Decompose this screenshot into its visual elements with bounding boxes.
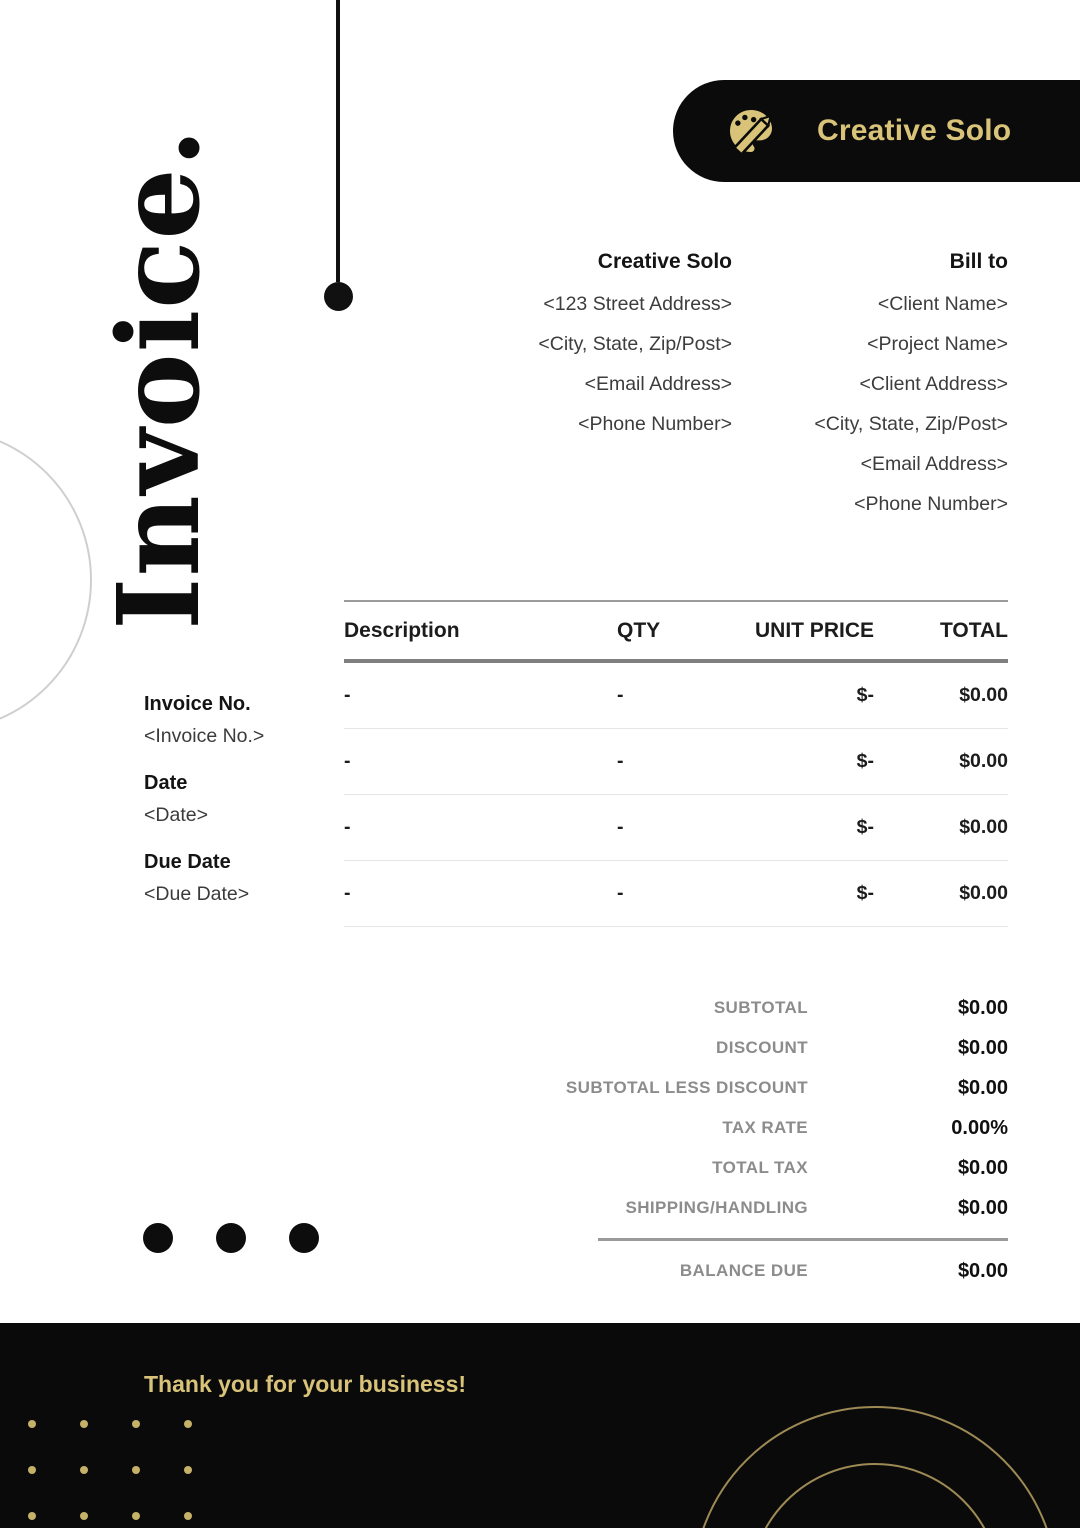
balance-due-label: BALANCE DUE: [679, 1261, 808, 1280]
gold-dot: [28, 1512, 36, 1520]
client-address: <Client Address>: [859, 373, 1008, 395]
tax-rate-label: TAX RATE: [722, 1118, 808, 1137]
from-phone: <Phone Number>: [578, 413, 732, 435]
due-date-value: <Due Date>: [144, 883, 250, 905]
shipping-handling-value: $0.00: [957, 1196, 1008, 1219]
items-table-header: [344, 602, 1008, 663]
total-tax-label: TOTAL TAX: [712, 1158, 808, 1177]
invoice-no-label: Invoice No.: [144, 693, 251, 715]
items-table: [344, 600, 1008, 927]
discount-value: $0.00: [957, 1036, 1008, 1059]
subtotal-value: $0.00: [957, 996, 1008, 1019]
cell-qty: -: [617, 882, 624, 904]
gold-dot: [28, 1466, 36, 1474]
date-value: <Date>: [144, 804, 208, 826]
summary-row-tax-rate: [500, 1108, 1008, 1148]
page-title: Invoice.: [94, 127, 225, 630]
bill-to-block: [708, 250, 1008, 524]
due-date-label: Due Date: [144, 851, 231, 873]
cell-total: $0.00: [959, 882, 1008, 904]
from-street: <123 Street Address>: [543, 293, 732, 315]
cell-description: -: [344, 882, 351, 904]
summary-row-subtotal: [500, 988, 1008, 1028]
summary-row-total-tax: [500, 1148, 1008, 1188]
from-address-block: [432, 250, 732, 444]
summary-section: [500, 988, 1008, 1293]
left-circle-outline: [0, 428, 92, 732]
balance-divider: [598, 1238, 1008, 1241]
tax-rate-value: 0.00%: [951, 1116, 1008, 1139]
gold-dot: [80, 1466, 88, 1474]
header-description: Description: [344, 618, 460, 642]
subtotal-less-discount-value: $0.00: [957, 1076, 1008, 1099]
cell-total: $0.00: [959, 816, 1008, 838]
gold-dot: [132, 1466, 140, 1474]
cell-total: $0.00: [959, 684, 1008, 706]
gold-dot: [184, 1512, 192, 1520]
cell-qty: -: [617, 750, 624, 772]
gold-dot: [132, 1512, 140, 1520]
cell-unit-price: $-: [856, 816, 874, 838]
gold-dot: [80, 1420, 88, 1428]
gold-dot-grid: [28, 1420, 192, 1520]
black-dot: [216, 1223, 246, 1253]
from-heading: Creative Solo: [597, 250, 732, 273]
gold-dot: [80, 1512, 88, 1520]
shipping-handling-label: SHIPPING/HANDLING: [625, 1198, 808, 1217]
balance-due-value: $0.00: [957, 1259, 1008, 1282]
gold-dot: [132, 1420, 140, 1428]
vertical-accent-line: [336, 0, 340, 282]
header-total: TOTAL: [939, 618, 1008, 642]
cell-description: -: [344, 750, 351, 772]
thank-you-message: Thank you for your business!: [144, 1371, 467, 1397]
cell-description: -: [344, 816, 351, 838]
summary-row-subtotal-less-discount: [500, 1068, 1008, 1108]
discount-label: DISCOUNT: [716, 1038, 808, 1057]
invoice-no-value: <Invoice No.>: [144, 725, 265, 747]
table-row: [344, 861, 1008, 927]
brand-name: Creative Solo: [817, 114, 1012, 147]
date-label: Date: [144, 772, 188, 794]
table-row: [344, 795, 1008, 861]
from-city: <City, State, Zip/Post>: [538, 333, 732, 355]
palette-icon: [723, 103, 779, 159]
header-unit-price: UNIT PRICE: [754, 618, 874, 642]
bill-to-heading: Bill to: [949, 250, 1008, 273]
header-qty: QTY: [617, 618, 661, 642]
footer: [0, 1323, 1080, 1528]
subtotal-less-discount-label: SUBTOTAL LESS DISCOUNT: [565, 1078, 808, 1097]
cell-unit-price: $-: [856, 882, 874, 904]
cell-qty: -: [617, 816, 624, 838]
from-email: <Email Address>: [584, 373, 732, 395]
summary-row-balance-due: [500, 1249, 1008, 1293]
cell-unit-price: $-: [856, 684, 874, 706]
black-dot: [143, 1223, 173, 1253]
cell-qty: -: [617, 684, 624, 706]
client-city: <City, State, Zip/Post>: [814, 413, 1008, 435]
accent-line-dot: [324, 282, 353, 311]
brand-badge: [673, 80, 1080, 182]
project-name: <Project Name>: [867, 333, 1008, 355]
three-dots-accent: [143, 1223, 362, 1253]
table-row: [344, 729, 1008, 795]
cell-unit-price: $-: [856, 750, 874, 772]
client-email: <Email Address>: [860, 453, 1008, 475]
subtotal-label: SUBTOTAL: [713, 998, 808, 1017]
total-tax-value: $0.00: [957, 1156, 1008, 1179]
black-dot: [289, 1223, 319, 1253]
gold-dot: [184, 1420, 192, 1428]
gold-dot: [184, 1466, 192, 1474]
summary-row-discount: [500, 1028, 1008, 1068]
cell-description: -: [344, 684, 351, 706]
gold-dot: [28, 1420, 36, 1428]
client-phone: <Phone Number>: [854, 493, 1008, 515]
cell-total: $0.00: [959, 750, 1008, 772]
client-name: <Client Name>: [877, 293, 1008, 315]
summary-row-shipping: [500, 1188, 1008, 1228]
table-row: [344, 663, 1008, 729]
